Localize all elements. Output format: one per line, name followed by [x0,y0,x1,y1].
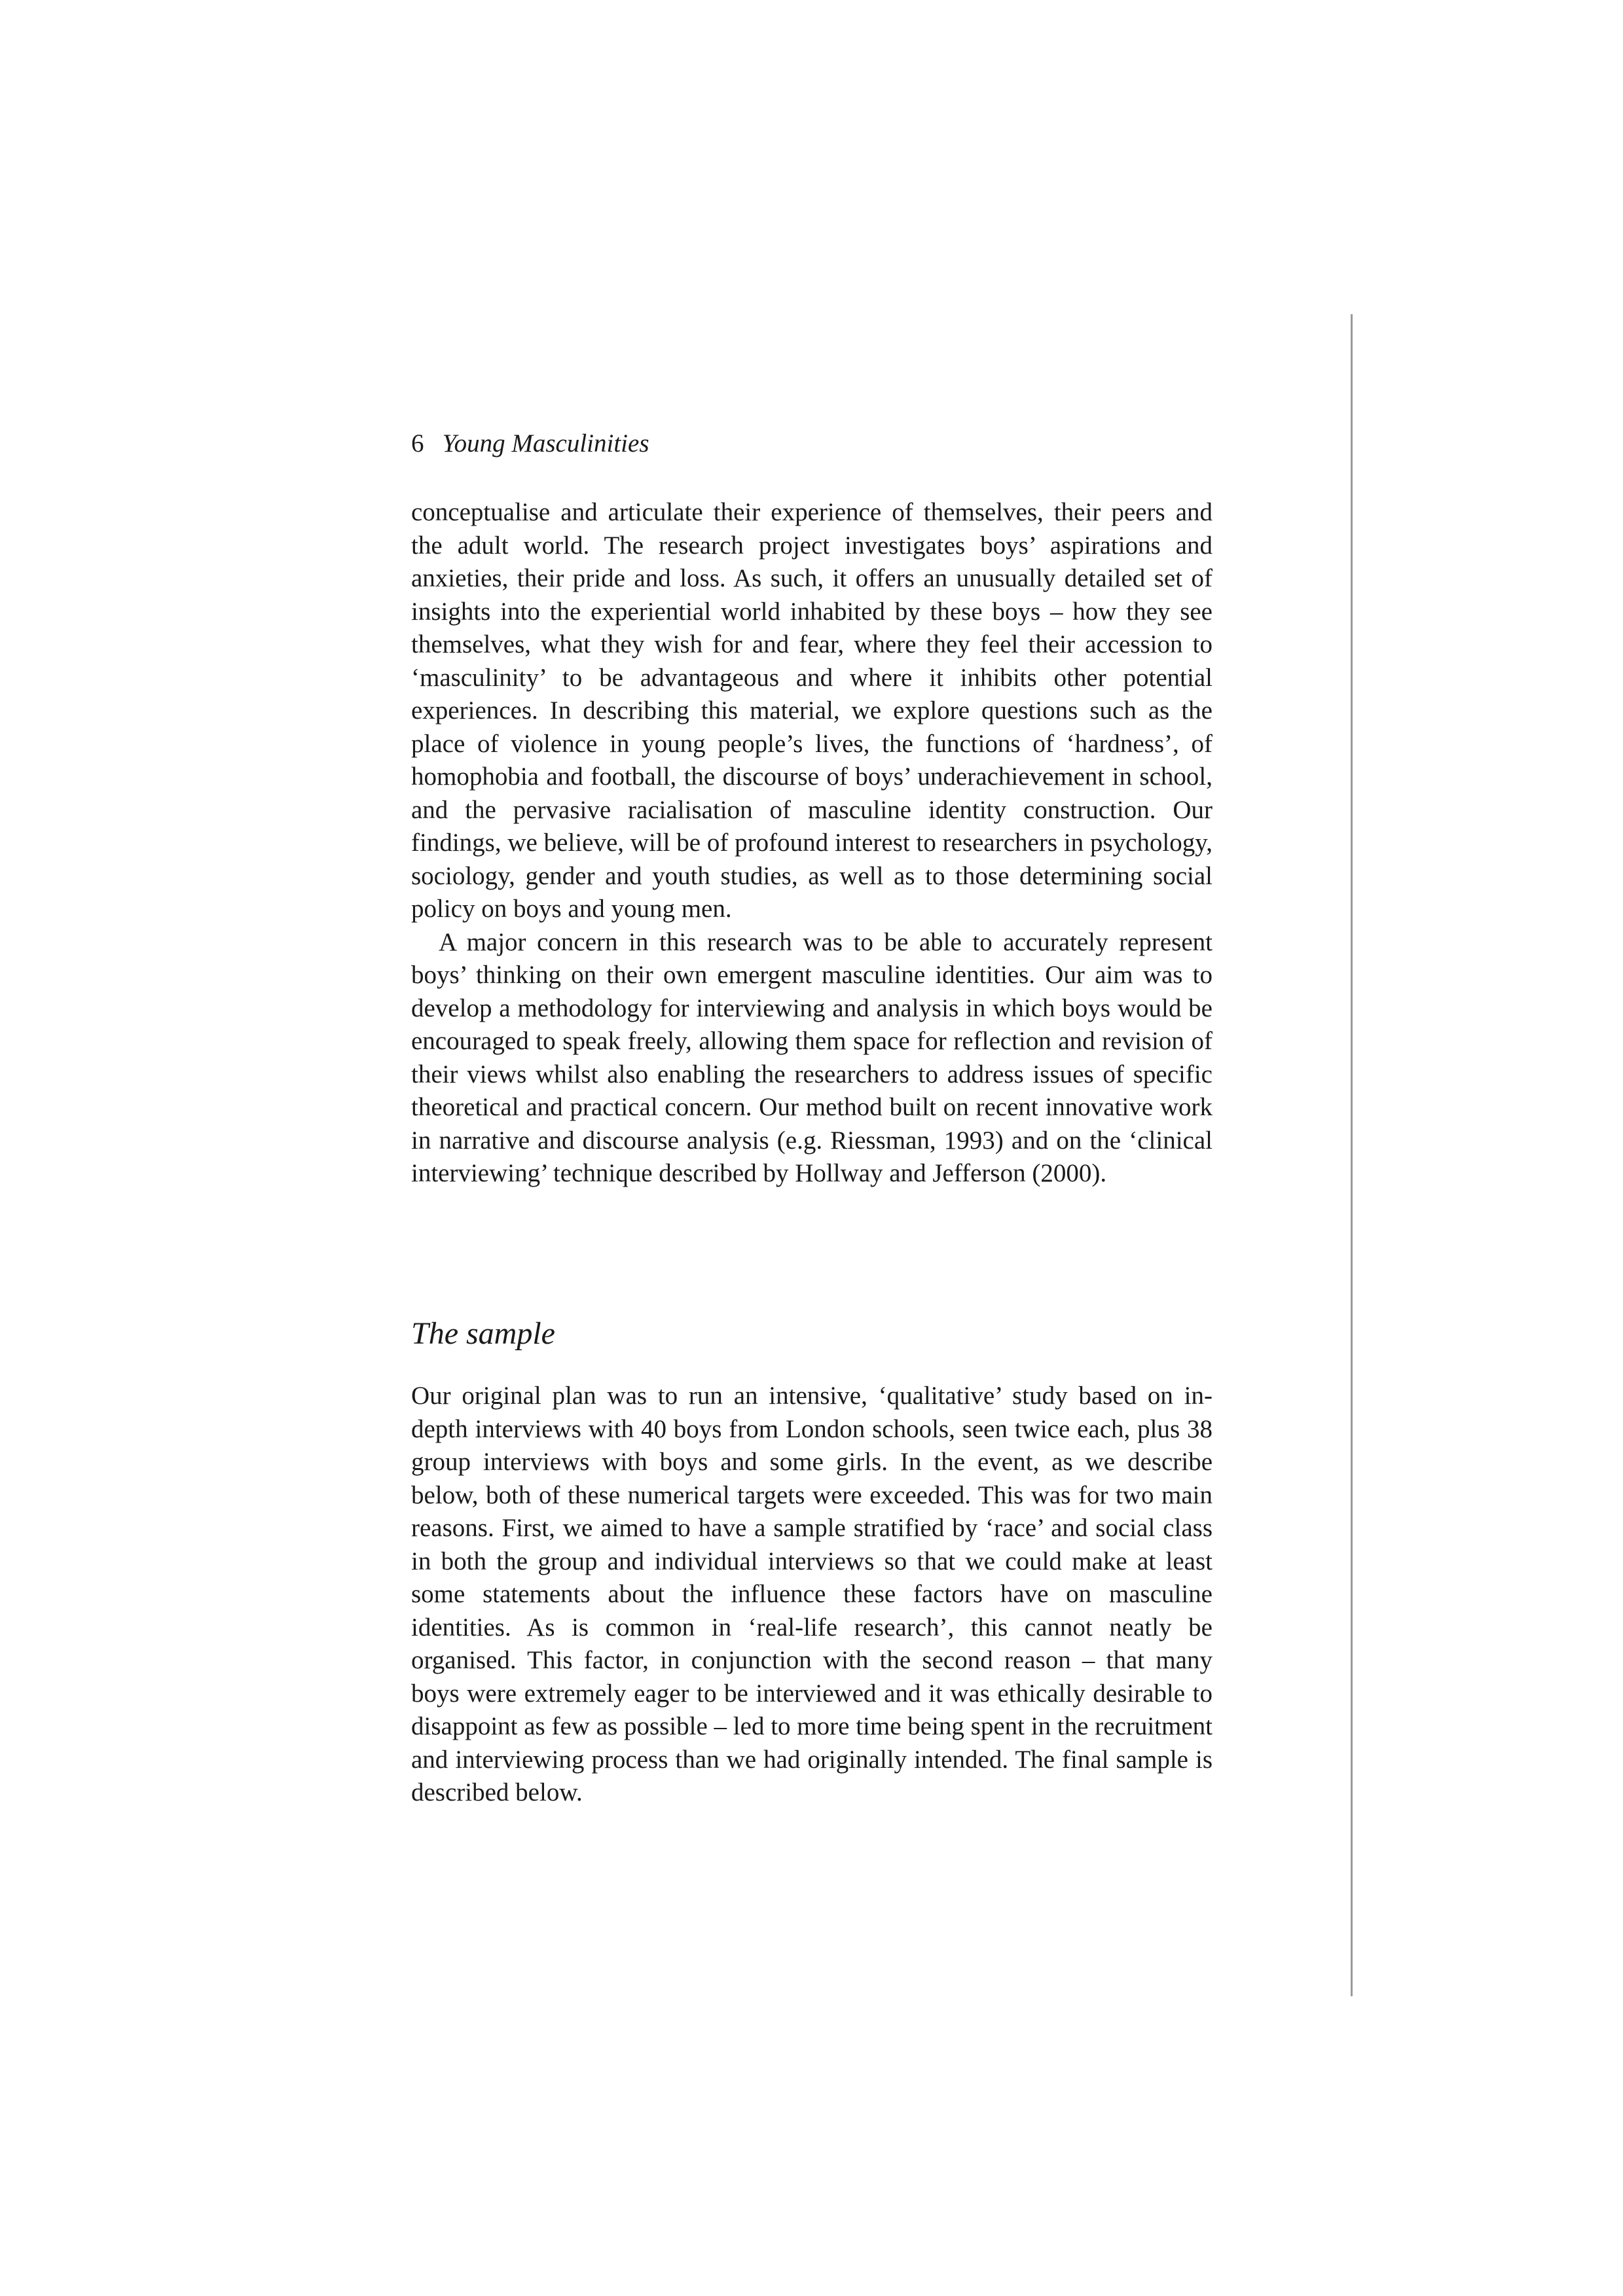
page-number: 6 [411,429,424,457]
margin-rule [1351,314,1353,1996]
section-heading: The sample [411,1316,555,1351]
paragraph-continued: conceptualise and articulate their experience of themselves, their peers and the adult world. The research project investigates boys’ aspirations and anxieties, their pride and loss. As such, it offers an unusually detailed set of insights into the experiential world inhabited by these boys – how they see themselves, what they wish for and fear, where they feel their accession to ‘masculinity’ to be advantageous and where it inhibits other potential experiences. In describing this material, we explore questions such as the place of violence in young people’s lives, the functions of ‘hardness’, of homophobia and football, the discourse of boys’ underachievement in school, and the pervasive racialisation of masculine identity construction. Our findings, we believe, will be of profound interest to researchers in psychology, sociology, gender and youth studies, as well as to those determining social policy on boys and young men. [411,498,1213,923]
paragraph-methodology: A major concern in this research was to be able to accurately represent boys’ thinking on their own emergent masculine identities. Our aim was to develop a methodology for interviewing and analysis in which boys would be encouraged to speak freely, allowing them space for reflection and revision of their views whilst also enabling the researchers to address issues of specific theoretical and practical concern. Our method built on recent innovative work in narrative and discourse analysis (e.g. Riessman, 1993) and on the ‘clinical interviewing’ technique described by Hollway and Jefferson (2000). [411,927,1213,1187]
body-text-bottom [411,1380,1213,1810]
running-head [411,424,649,463]
body-text-top [411,496,1213,1191]
paragraph-sample: Our original plan was to run an intensive, ‘qualitative’ study based on in-depth interviews with 40 boys from London schools, seen twice each, plus 38 group interviews with boys and some girls. In the event, as we describe below, both of these numerical targets were exceeded. This was for two main reasons. First, we aimed to have a sample stratified by ‘race’ and social class in both the group and individual interviews so that we could make at least some statements about the influence these factors have on masculine identities. As is common in ‘real-life research’, this cannot neatly be organised. This factor, in conjunction with the second reason – that many boys were extremely eager to be interviewed and it was ethically desirable to disappoint as few as possible – led to more time being spent in the recruitment and interviewing process than we had originally intended. The final sample is described below. [411,1382,1213,1806]
book-title: Young Masculinities [442,429,649,457]
